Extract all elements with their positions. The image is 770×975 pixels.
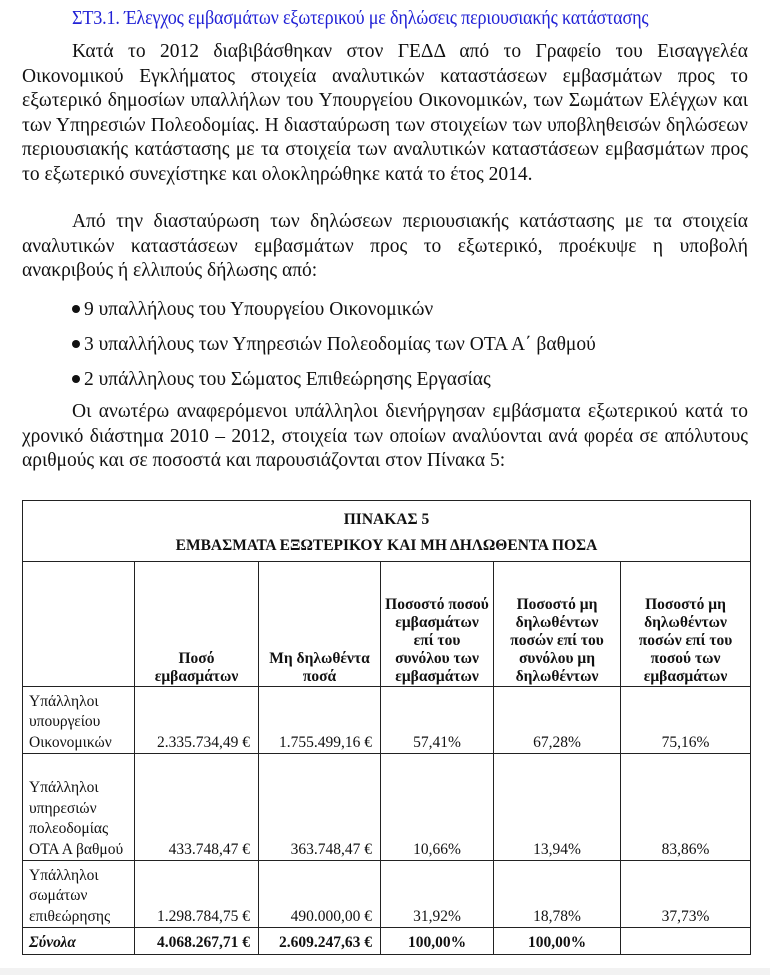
paragraph-table-intro: Οι ανωτέρω αναφερόμενοι υπάλληλοι διενήργησαν εμβάσματα εξωτερικού κατά το χρονικό διάστημα 2010 – 2012, στοιχεία των οποίων αναλύονται ανά φορέα σε απόλυτους αριθμούς και σε ποσοστά και παρουσιάζονται στον Πίνακα 5: bbox=[22, 401, 748, 471]
total-undeclared-amount: 2.609.247,63 € bbox=[259, 928, 381, 955]
paragraph-findings: Από την διασταύρωση των δηλώσεων περιουσιακής κατάστασης με τα στοιχεία αναλυτικών καταστάσεων εμβασμάτων προς το εξωτερικό, προέκυψε η υποβολή ανακριβούς ή ελλιπούς δήλωσης από: bbox=[22, 211, 748, 281]
cell-pct-undeclared-of-amount: 37,73% bbox=[621, 861, 751, 928]
column-header: Ποσό εμβασμάτων bbox=[135, 562, 259, 687]
cell-pct-undeclared-of-amount: 83,86% bbox=[621, 754, 751, 861]
row-label: Υπάλληλοι υπηρεσιών πολεοδομίας ΟΤΑ Α βαθμού bbox=[23, 754, 135, 861]
totals-label: Σύνολα bbox=[23, 928, 135, 955]
row-label: Υπάλληλοι σωμάτων επιθεώρησης bbox=[23, 861, 135, 928]
remittances-table bbox=[22, 500, 751, 955]
table-header-row bbox=[23, 562, 751, 687]
cell-pct-of-undeclared: 67,28% bbox=[494, 687, 621, 754]
column-header: Μη δηλωθέντα ποσά bbox=[259, 562, 381, 687]
cell-pct-of-undeclared: 13,94% bbox=[494, 754, 621, 861]
table-row bbox=[23, 754, 751, 861]
table-title: ΠΙΝΑΚΑΣ 5 bbox=[343, 511, 430, 528]
table-row bbox=[23, 861, 751, 928]
column-header bbox=[23, 562, 135, 687]
total-pct-undeclared-of-amount bbox=[621, 928, 751, 955]
cell-remittance-amount: 433.748,47 € bbox=[135, 754, 259, 861]
total-pct-of-undeclared: 100,00% bbox=[494, 928, 621, 955]
employee-list bbox=[72, 298, 596, 403]
cell-pct-of-remittances: 57,41% bbox=[381, 687, 494, 754]
paragraph-intro: Κατά το 2012 διαβιβάσθηκαν στον ΓΕΔΔ από το Γραφείο του Εισαγγελέα Οικονομικού Εγκλήματος στοιχεία αναλυτικών καταστάσεων εμβασμάτων προς το εξωτερικό δημοσίων υπαλλήλων του Υπουργείου Οικονομικών, των Σωμάτων Ελέγχων και των Υπηρεσιών Πολεοδομίας. Η διασταύρωση των στοιχείων των υποβληθεισών δηλώσεων περιουσιακής κατάστασης με τα στοιχεία των αναλυτικών καταστάσεων εμβασμάτων προς το εξωτερικό συνεχίστηκε και ολοκληρώθηκε κατά το έτος 2014. bbox=[22, 41, 748, 185]
list-item: 9 υπαλλήλους του Υπουργείου Οικονομικών bbox=[72, 298, 596, 333]
cell-remittance-amount: 2.335.734,49 € bbox=[135, 687, 259, 754]
bullet-icon bbox=[72, 305, 80, 313]
list-item: 2 υπάλληλους του Σώματος Επιθεώρησης Εργασίας bbox=[72, 368, 596, 403]
list-item: 3 υπαλλήλους των Υπηρεσιών Πολεοδομίας των ΟΤΑ Α΄ βαθμού bbox=[72, 333, 596, 368]
bullet-icon bbox=[72, 340, 80, 348]
cell-pct-of-undeclared: 18,78% bbox=[494, 861, 621, 928]
table-subtitle: ΕΜΒΑΣΜΑΤΑ ΕΞΩΤΕΡΙΚΟΥ ΚΑΙ ΜΗ ΔΗΛΩΘΕΝΤΑ ΠΟΣΑ bbox=[175, 537, 598, 554]
cell-pct-undeclared-of-amount: 75,16% bbox=[621, 687, 751, 754]
column-header: Ποσοστό μη δηλωθέντων ποσών επί του ποσού των εμβασμάτων bbox=[621, 562, 751, 687]
cell-undeclared-amount: 490.000,00 € bbox=[259, 861, 381, 928]
table-totals-row bbox=[23, 928, 751, 955]
cell-undeclared-amount: 363.748,47 € bbox=[259, 754, 381, 861]
table-row bbox=[23, 687, 751, 754]
cell-pct-of-remittances: 31,92% bbox=[381, 861, 494, 928]
page-bottom-margin bbox=[0, 968, 770, 975]
bullet-icon bbox=[72, 375, 80, 383]
cell-remittance-amount: 1.298.784,75 € bbox=[135, 861, 259, 928]
section-heading: ΣΤ3.1. Έλεγχος εμβασμάτων εξωτερικού με δηλώσεις περιουσιακής κατάστασης bbox=[72, 8, 649, 29]
total-pct-of-remittances: 100,00% bbox=[381, 928, 494, 955]
cell-pct-of-remittances: 10,66% bbox=[381, 754, 494, 861]
row-label: Υπάλληλοι υπουργείου Οικονομικών bbox=[23, 687, 135, 754]
cell-undeclared-amount: 1.755.499,16 € bbox=[259, 687, 381, 754]
total-remittance-amount: 4.068.267,71 € bbox=[135, 928, 259, 955]
column-header: Ποσοστό μη δηλωθέντων ποσών επί του συνόλου μη δηλωθέντων bbox=[494, 562, 621, 687]
table-caption bbox=[23, 501, 751, 562]
column-header: Ποσοστό ποσού εμβασμάτων επί του συνόλου των εμβασμάτων bbox=[381, 562, 494, 687]
